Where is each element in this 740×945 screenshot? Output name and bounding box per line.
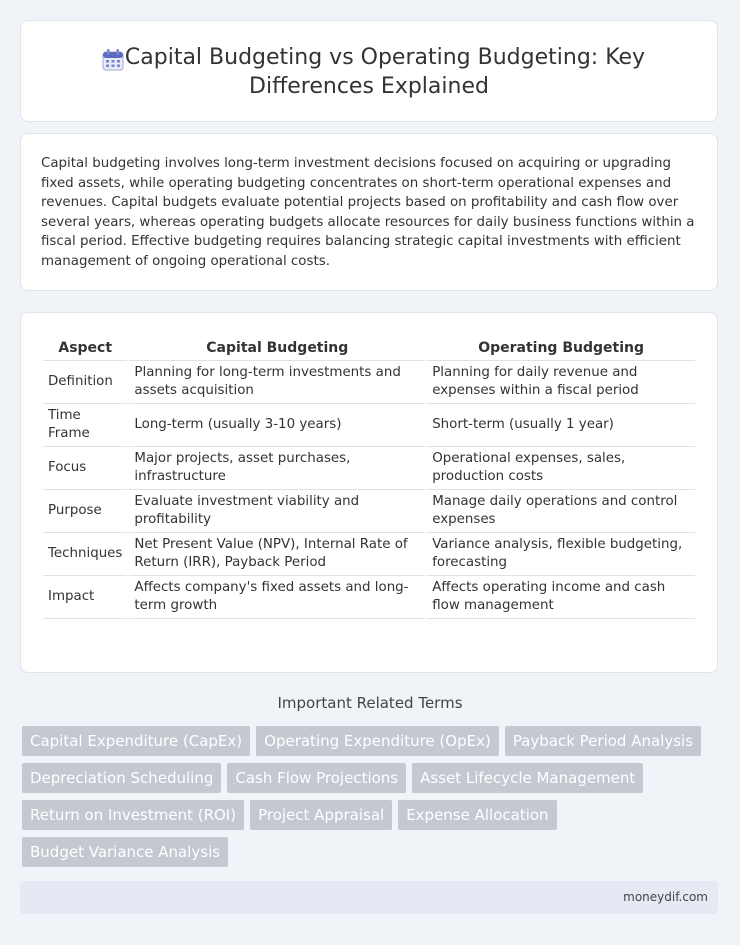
related-term-tag[interactable]: Operating Expenditure (OpEx)	[256, 726, 499, 756]
cell-operating: Manage daily operations and control expenses	[427, 490, 695, 533]
table-row	[43, 533, 695, 576]
footer	[20, 881, 718, 914]
related-term-tag[interactable]: Project Appraisal	[250, 800, 392, 830]
related-term-tag[interactable]: Capital Expenditure (CapEx)	[22, 726, 250, 756]
table-row	[43, 490, 695, 533]
cell-operating: Variance analysis, flexible budgeting, forecasting	[427, 533, 695, 576]
cell-aspect: Impact	[43, 576, 127, 619]
cell-aspect: Time Frame	[43, 404, 127, 447]
related-term-tag[interactable]: Return on Investment (ROI)	[22, 800, 244, 830]
related-term-tag[interactable]: Asset Lifecycle Management	[412, 763, 643, 793]
comparison-card	[20, 312, 718, 673]
cell-operating: Planning for daily revenue and expenses within a fiscal period	[427, 361, 695, 404]
table-header-row	[43, 332, 695, 361]
header-operating-budgeting: Operating Budgeting	[427, 332, 695, 361]
cell-capital: Affects company's fixed assets and long-term growth	[129, 576, 425, 619]
table-row	[43, 447, 695, 490]
cell-operating: Short-term (usually 1 year)	[427, 404, 695, 447]
related-terms-list	[22, 726, 702, 867]
cell-aspect: Techniques	[43, 533, 127, 576]
header-aspect: Aspect	[43, 332, 127, 361]
cell-capital: Evaluate investment viability and profitability	[129, 490, 425, 533]
cell-operating: Affects operating income and cash flow management	[427, 576, 695, 619]
page-title	[21, 43, 717, 101]
cell-aspect: Purpose	[43, 490, 127, 533]
related-term-tag[interactable]: Payback Period Analysis	[505, 726, 701, 756]
cell-capital: Long-term (usually 3-10 years)	[129, 404, 425, 447]
cell-aspect: Focus	[43, 447, 127, 490]
related-term-tag[interactable]: Expense Allocation	[398, 800, 556, 830]
table-row	[43, 361, 695, 404]
header-capital-budgeting: Capital Budgeting	[129, 332, 425, 361]
cell-capital: Major projects, asset purchases, infrastructure	[129, 447, 425, 490]
cell-capital: Planning for long-term investments and assets acquisition	[129, 361, 425, 404]
table-row	[43, 404, 695, 447]
cell-aspect: Definition	[43, 361, 127, 404]
intro-paragraph: Capital budgeting involves long-term investment decisions focused on acquiring or upgrading fixed assets, while operating budgeting concentrates on short-term operational expenses and revenues. Capital budgets evaluate potential projects based on profitability and cash flow over several years, whereas operating budgets allocate resources for daily business functions within a fiscal period. Effective budgeting requires balancing strategic capital investments with efficient management of ongoing operational costs.	[41, 156, 695, 269]
related-term-tag[interactable]: Budget Variance Analysis	[22, 837, 228, 867]
page-title-line2: Differences Explained	[249, 74, 489, 99]
comparison-table	[41, 332, 697, 619]
page-title-line1: Capital Budgeting vs Operating Budgeting: Key	[124, 45, 646, 70]
related-term-tag[interactable]: Depreciation Scheduling	[22, 763, 221, 793]
table-row	[43, 576, 695, 619]
cell-capital: Net Present Value (NPV), Internal Rate of Return (IRR), Payback Period	[129, 533, 425, 576]
cell-operating: Operational expenses, sales, production costs	[427, 447, 695, 490]
title-card	[20, 20, 718, 122]
intro-card	[20, 133, 718, 291]
related-terms-title: Important Related Terms	[277, 694, 463, 712]
related-term-tag[interactable]: Cash Flow Projections	[227, 763, 406, 793]
footer-site: moneydif.com	[623, 890, 708, 904]
